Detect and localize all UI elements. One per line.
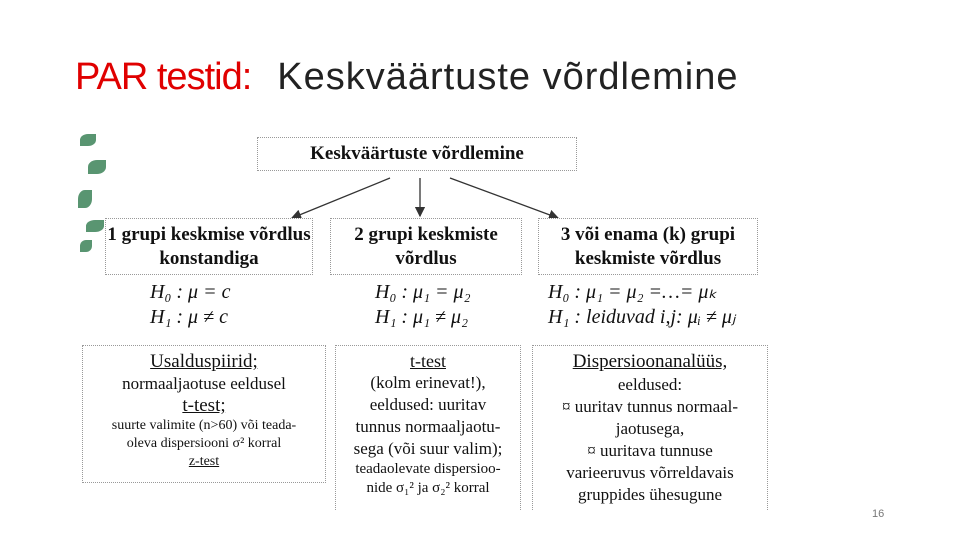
group3-h0: H₀ : μ₁ = μ₂ =…= μₖ (548, 281, 717, 303)
method-title: t-test (410, 351, 446, 371)
group3-heading: 3 või enama (k) grupi keskmiste võrdlus (538, 218, 758, 275)
top-box: Keskväärtuste võrdlemine (257, 137, 577, 171)
method-line: z-test (188, 454, 220, 469)
method-line: sega (või suur valim); (353, 439, 503, 458)
group1-heading: 1 grupi keskmise võrdlus konstandiga (105, 218, 313, 275)
method-line: jaotusega, (615, 419, 685, 438)
method-line: ¤ uuritav tunnus normaal- (561, 397, 739, 416)
method-line: tunnus normaaljaotu- (355, 417, 501, 436)
group1-method-box (82, 345, 326, 483)
group1-h1: H₁ : μ ≠ c (150, 306, 228, 328)
method-line: eeldused: (617, 375, 683, 394)
method-line: gruppides ühesugune (577, 485, 722, 504)
group2-heading: 2 grupi keskmiste võrdlus (330, 218, 522, 275)
group2-method-box (335, 345, 521, 510)
title-main: Keskväärtuste võrdlemine (277, 56, 739, 98)
method-line: normaaljaotuse eeldusel (122, 374, 286, 393)
method-line: t-test; (182, 395, 226, 416)
title-prefix: PAR testid: (75, 56, 252, 98)
method-line: varieeruvus võrreldavais (566, 463, 734, 482)
group3-method-box (532, 345, 768, 510)
method-line: eeldused: uuritav (369, 395, 487, 414)
group3-h1: H₁ : leiduvad i,j: μᵢ ≠ μⱼ (548, 306, 736, 328)
page-number: 16 (872, 508, 885, 520)
method-title: Dispersioonanalüüs, (572, 351, 728, 372)
group2-h1: H₁ : μ₁ ≠ μ₂ (375, 306, 469, 328)
method-line: suurte valimite (n>60) või teada- (111, 418, 297, 433)
method-title: Usalduspiirid; (150, 351, 258, 372)
method-line: (kolm erinevat!), (370, 373, 486, 392)
method-line: teadaolevate dispersioo- (355, 461, 501, 477)
diagram (78, 130, 770, 510)
group2-h0: H₀ : μ₁ = μ₂ (375, 281, 471, 303)
method-line: oleva dispersiooni σ² korral (126, 436, 282, 451)
method-line: ¤ uuritava tunnuse (587, 441, 713, 460)
group1-h0: H₀ : μ = c (150, 281, 231, 303)
method-line: nide σ₁² ja σ₂² korral (366, 480, 490, 496)
slide-title (75, 56, 738, 99)
